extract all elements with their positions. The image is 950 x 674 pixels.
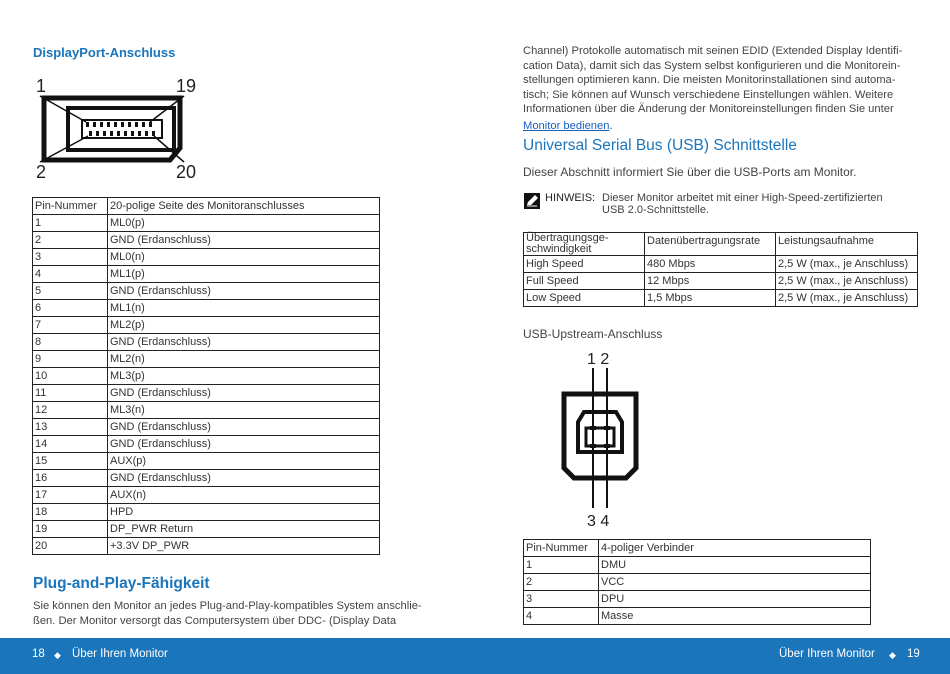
table-cell: 18 — [33, 504, 108, 521]
table-row — [33, 453, 380, 470]
table-header-cell: Pin-Nummer — [33, 198, 108, 215]
table-row — [33, 368, 380, 385]
dp-pin-label-19: 19 — [176, 76, 197, 96]
usb-upstream-connector-diagram — [556, 348, 648, 530]
table-cell: 3 — [33, 249, 108, 266]
table-cell: AUX(n) — [108, 487, 380, 504]
table-cell: DPU — [599, 591, 871, 608]
text-line: tisch; Sie können auf Wunsch verschiedene Einstellungen wählen. Weitere — [523, 88, 894, 101]
table-row — [524, 574, 871, 591]
table-row — [33, 232, 380, 249]
table-cell: DP_PWR Return — [108, 521, 380, 538]
diamond-separator-icon: ◆ — [54, 650, 61, 660]
text-line: Dieser Monitor arbeitet mit einer High-Speed-zertifizierten — [602, 192, 883, 204]
table-cell: Masse — [599, 608, 871, 625]
usb-pin-label-bottom: 3 4 — [587, 513, 610, 530]
table-cell: 12 — [33, 402, 108, 419]
table-cell: Low Speed — [524, 290, 645, 307]
table-row — [33, 300, 380, 317]
dp-pin-label-20: 20 — [176, 162, 197, 182]
table-cell: ML2(n) — [108, 351, 380, 368]
table-cell: AUX(p) — [108, 453, 380, 470]
table-header-cell: 20-polige Seite des Monitoranschlusses — [108, 198, 380, 215]
table-row — [33, 283, 380, 300]
table-header-row — [524, 540, 871, 557]
table-cell: 19 — [33, 521, 108, 538]
table-cell: 20 — [33, 538, 108, 555]
note-text — [602, 192, 883, 216]
text-line: ßen. Der Monitor versorgt das Computersystem über DDC- (Display Data — [33, 614, 397, 627]
table-cell: ML3(n) — [108, 402, 380, 419]
displayport-connector-diagram — [30, 76, 200, 182]
plug-and-play-paragraph — [33, 599, 433, 628]
table-cell: GND (Erdanschluss) — [108, 232, 380, 249]
table-row — [33, 521, 380, 538]
table-cell: 14 — [33, 436, 108, 453]
table-row — [33, 385, 380, 402]
table-cell: 17 — [33, 487, 108, 504]
table-row — [524, 608, 871, 625]
table-cell: ML1(p) — [108, 266, 380, 283]
table-row — [524, 557, 871, 574]
table-cell: GND (Erdanschluss) — [108, 283, 380, 300]
table-cell: GND (Erdanschluss) — [108, 419, 380, 436]
dp-pin-label-2: 2 — [36, 162, 47, 182]
table-header-cell: Datenübertragungsrate — [645, 233, 776, 256]
table-cell: 1,5 Mbps — [645, 290, 776, 307]
table-cell: 4 — [33, 266, 108, 283]
footer-title-right: Über Ihren Monitor — [779, 648, 875, 660]
text-line: USB 2.0-Schnittstelle. — [602, 204, 709, 216]
table-cell: 8 — [33, 334, 108, 351]
page-footer — [0, 638, 950, 674]
table-row — [524, 273, 918, 290]
table-row — [524, 290, 918, 307]
table-header-cell: Übertragungsge- schwindigkeit — [524, 233, 645, 256]
table-cell: GND (Erdanschluss) — [108, 470, 380, 487]
table-row — [524, 591, 871, 608]
table-row — [33, 419, 380, 436]
table-cell: 3 — [524, 591, 599, 608]
table-row — [33, 470, 380, 487]
table-row — [33, 215, 380, 232]
usb-speed-table — [523, 232, 918, 307]
table-cell: HPD — [108, 504, 380, 521]
table-cell: GND (Erdanschluss) — [108, 436, 380, 453]
table-cell: 1 — [33, 215, 108, 232]
text-line: cation Data), damit sich das System selbst konfigurieren und die Monitorein- — [523, 59, 901, 72]
usb-pin-table — [523, 539, 871, 625]
table-row — [33, 436, 380, 453]
table-cell: GND (Erdanschluss) — [108, 385, 380, 402]
table-row — [33, 487, 380, 504]
text-line: stellungen optimieren kann. Die meisten Monitorinstallationen sind automa- — [523, 74, 896, 86]
table-cell: +3.3V DP_PWR — [108, 538, 380, 555]
table-cell: ML2(p) — [108, 317, 380, 334]
table-cell: 2,5 W (max., je Anschluss) — [776, 273, 918, 290]
usb-upstream-label: USB-Upstream-Anschluss — [523, 327, 663, 341]
page-number-left: 18 — [32, 648, 45, 660]
table-header-row — [33, 198, 380, 215]
table-row — [33, 266, 380, 283]
table-cell: High Speed — [524, 256, 645, 273]
table-cell: 6 — [33, 300, 108, 317]
monitor-bedienen-link[interactable]: Monitor bedienen — [523, 119, 610, 132]
table-cell: 2,5 W (max., je Anschluss) — [776, 256, 918, 273]
note-pencil-icon — [524, 193, 540, 209]
table-cell: 2 — [524, 574, 599, 591]
table-cell: 10 — [33, 368, 108, 385]
displayport-pin-table — [32, 197, 380, 555]
diamond-separator-icon: ◆ — [889, 650, 896, 660]
displayport-heading: DisplayPort-Anschluss — [33, 45, 176, 60]
table-cell: ML3(p) — [108, 368, 380, 385]
text-line: Informationen über die Änderung der Monitoreinstellungen finden Sie unter — [523, 103, 894, 115]
text-line: Channel) Protokolle automatisch mit seinen EDID (Extended Display Identifi- — [523, 45, 903, 57]
table-cell: 9 — [33, 351, 108, 368]
table-row — [33, 351, 380, 368]
table-cell: ML0(n) — [108, 249, 380, 266]
page-number-right: 19 — [907, 648, 920, 660]
table-header-cell: 4-poliger Verbinder — [599, 540, 871, 557]
table-cell: 480 Mbps — [645, 256, 776, 273]
table-header-row — [524, 233, 918, 256]
note-label: HINWEIS: — [545, 192, 596, 204]
table-cell: DMU — [599, 557, 871, 574]
table-row — [33, 402, 380, 419]
dp-pin-label-1: 1 — [36, 76, 47, 96]
table-cell: Full Speed — [524, 273, 645, 290]
table-row — [33, 317, 380, 334]
table-cell: 5 — [33, 283, 108, 300]
table-cell: 7 — [33, 317, 108, 334]
table-cell: 16 — [33, 470, 108, 487]
table-cell: VCC — [599, 574, 871, 591]
table-cell: 1 — [524, 557, 599, 574]
footer-title-left: Über Ihren Monitor — [72, 648, 168, 660]
table-row — [33, 504, 380, 521]
table-cell: 12 Mbps — [645, 273, 776, 290]
usb-pin-label-top: 1 2 — [587, 351, 610, 368]
table-row — [33, 249, 380, 266]
table-cell: 2 — [33, 232, 108, 249]
link-suffix: . — [609, 119, 613, 132]
table-cell: GND (Erdanschluss) — [108, 334, 380, 351]
table-header-cell: Leistungsaufnahme — [776, 233, 918, 256]
table-header-cell: Pin-Nummer — [524, 540, 599, 557]
edid-paragraph — [523, 44, 923, 133]
plug-and-play-heading: Plug-and-Play-Fähigkeit — [33, 575, 210, 592]
text-line: Sie können den Monitor an jedes Plug-and-Play-kompatibles System anschlie- — [33, 600, 422, 612]
table-cell: 15 — [33, 453, 108, 470]
table-cell: ML0(p) — [108, 215, 380, 232]
table-cell: 2,5 W (max., je Anschluss) — [776, 290, 918, 307]
table-row — [33, 538, 380, 555]
usb-heading: Universal Serial Bus (USB) Schnittstelle — [523, 137, 797, 154]
table-row — [524, 256, 918, 273]
table-cell: ML1(n) — [108, 300, 380, 317]
table-cell: 4 — [524, 608, 599, 625]
table-cell: 13 — [33, 419, 108, 436]
usb-intro-text: Dieser Abschnitt informiert Sie über die USB-Ports am Monitor. — [523, 165, 857, 179]
table-row — [33, 334, 380, 351]
table-cell: 11 — [33, 385, 108, 402]
